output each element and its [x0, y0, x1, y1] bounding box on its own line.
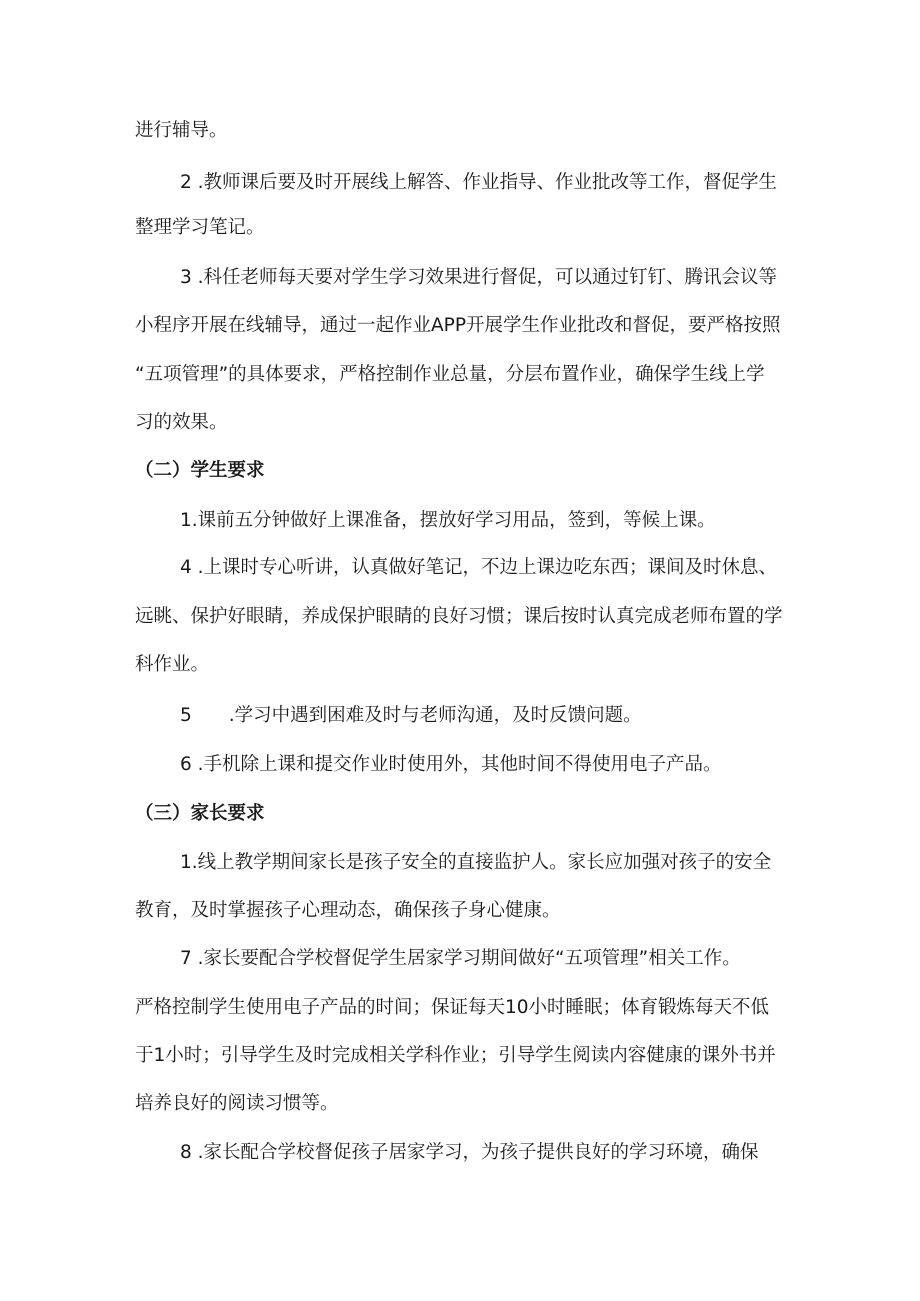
paragraph-line: 8 .家长配合学校督促孩子居家学习，为孩子提供良好的学习环境，确保: [180, 1142, 759, 1163]
paragraph-line: 远眺、保护好眼睛，养成保护眼睛的良好习惯；课后按时认真完成老师布置的学: [135, 606, 783, 627]
paragraph-line: 整理学习笔记。: [135, 217, 265, 238]
paragraph-line: 培养良好的阅读习惯等。: [135, 1093, 339, 1114]
paragraph-line: 1.线上教学期间家长是孩子安全的直接监护人。家长应加强对孩子的安全: [180, 852, 772, 873]
paragraph-line: 于1小时；引导学生及时完成相关学科作业；引导学生阅读内容健康的课外书并: [135, 1045, 776, 1066]
paragraph-line: 教育，及时掌握孩子心理动态，确保孩子身心健康。: [135, 900, 561, 921]
paragraph-line: 习的效果。: [135, 412, 228, 433]
paragraph-line: 小程序开展在线辅导，通过一起作业APP开展学生作业批改和督促，要严格按照: [135, 315, 781, 336]
paragraph-line: 5 .学习中遇到困难及时与老师沟通，及时反馈问题。: [180, 705, 642, 726]
paragraph-line: 3 .科任老师每天要对学生学习效果进行督促，可以通过钉钉、腾讯会议等: [180, 267, 778, 288]
paragraph-line: 6 .手机除上课和提交作业时使用外，其他时间不得使用电子产品。: [180, 754, 722, 775]
paragraph-line: 7 .家长要配合学校督促学生居家学习期间做好“五项管理”相关工作。: [180, 948, 741, 969]
paragraph-line: 严格控制学生使用电子产品的时间；保证每天10小时睡眠；体育锻炼每天不低: [135, 997, 770, 1018]
paragraph-line: 2 .教师课后要及时开展线上解答、作业指导、作业批改等工作，督促学生: [180, 172, 778, 193]
section-heading: （三）家长要求: [135, 803, 265, 824]
paragraph-line: 科作业。: [135, 654, 210, 675]
paragraph-line: 1.课前五分钟做好上课准备，摆放好学习用品，签到，等候上课。: [180, 510, 716, 531]
paragraph-line: 进行辅导。: [135, 120, 228, 141]
paragraph-line: 4 .上课时专心听讲，认真做好笔记，不边上课边吃东西；课间及时休息、: [180, 557, 778, 578]
paragraph-line: “五项管理”的具体要求，严格控制作业总量，分层布置作业，确保学生线上学: [135, 364, 765, 385]
section-heading: （二）学生要求: [135, 460, 265, 481]
